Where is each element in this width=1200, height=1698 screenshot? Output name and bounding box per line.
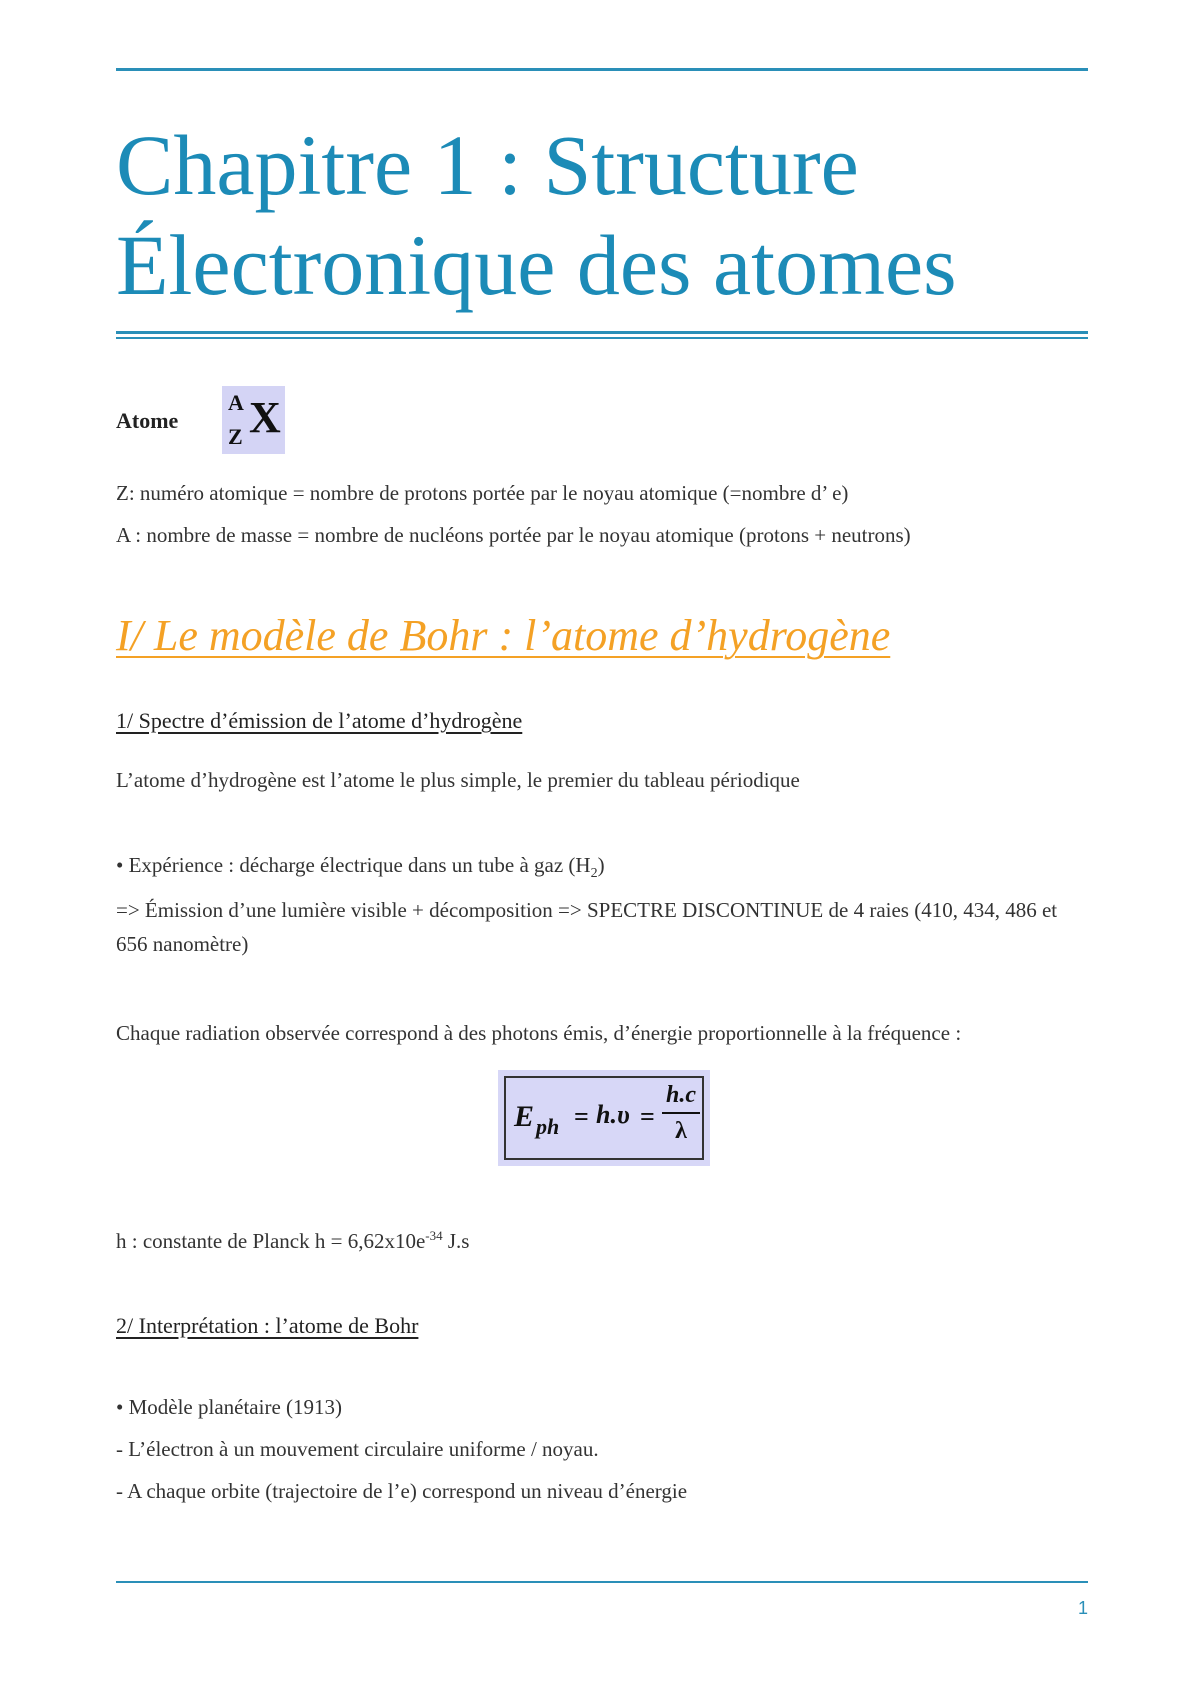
formula-h-nu: h.υ <box>596 1100 630 1129</box>
atomic-number-symbol: Z <box>228 424 243 449</box>
element-symbol: X <box>249 393 281 442</box>
hydrogen-intro: L’atome d’hydrogène est l’atome le plus simple, le premier du tableau périodique <box>116 768 800 792</box>
experience-close: ) <box>597 853 605 877</box>
page-title <box>116 115 1096 315</box>
formula-numerator: h.c <box>666 1082 696 1108</box>
photon-energy-formula <box>498 1070 710 1166</box>
mass-number-symbol: A <box>228 390 244 415</box>
footer-rule <box>116 1581 1088 1583</box>
title-line-2: Électronique des atomes <box>116 217 957 313</box>
formula-energy: E <box>514 1100 535 1133</box>
emission-text: => Émission d’une lumière visible + décomposition => SPECTRE DISCONTINUE de 4 raies (410, 434, 486 et 656 nanomètre) <box>116 898 1058 956</box>
nuclide-notation <box>222 386 285 454</box>
planck-exponent: -34 <box>425 1228 443 1243</box>
page-number: 1 <box>1077 1598 1088 1618</box>
section-heading-bohr: I/ Le modèle de Bohr : l’atome d’hydrogène <box>116 611 891 660</box>
electron-motion-line: - L’électron à un mouvement circulaire uniforme / noyau. <box>116 1437 599 1461</box>
planck-unit: J.s <box>442 1229 470 1253</box>
orbit-energy-line: - A chaque orbite (trajectoire de l’e) correspond un niveau d’énergie <box>116 1479 688 1503</box>
radiation-text: Chaque radiation observée correspond à des photons émis, d’énergie proportionnelle à la fréquence : <box>116 1021 962 1045</box>
formula-fraction <box>662 1080 700 1146</box>
subsection-heading-interpretation: 2/ Interprétation : l’atome de Bohr <box>116 1313 419 1338</box>
formula-frame <box>504 1076 704 1160</box>
title-rule <box>116 331 1088 334</box>
subsection-heading-spectre: 1/ Spectre d’émission de l’atome d’hydrogène <box>116 708 523 733</box>
experience-line <box>116 853 605 882</box>
formula-subscript: ph <box>536 1114 560 1139</box>
title-rule-double <box>116 337 1088 339</box>
top-rule <box>116 68 1088 71</box>
definition-a: A : nombre de masse = nombre de nucléons portée par le noyau atomique (protons + neutrons) <box>116 523 911 547</box>
formula-equals-1: = <box>574 1102 589 1131</box>
definition-z: Z: numéro atomique = nombre de protons portée par le noyau atomique (=nombre d’ e) <box>116 481 849 505</box>
title-line-1: Chapitre 1 : Structure <box>116 117 859 213</box>
formula-fraction-bar <box>662 1112 700 1114</box>
planck-text: h : constante de Planck h = 6,62x10e <box>116 1229 426 1253</box>
atome-label: Atome <box>116 408 179 433</box>
formula-equals-2: = <box>640 1102 655 1131</box>
planck-constant <box>116 1228 469 1254</box>
planetary-model-bullet: • Modèle planétaire (1913) <box>116 1395 343 1419</box>
formula-denominator: λ <box>675 1118 687 1144</box>
experience-subscript: 2 <box>590 866 598 882</box>
experience-text: • Expérience : décharge électrique dans un tube à gaz (H <box>116 853 591 877</box>
